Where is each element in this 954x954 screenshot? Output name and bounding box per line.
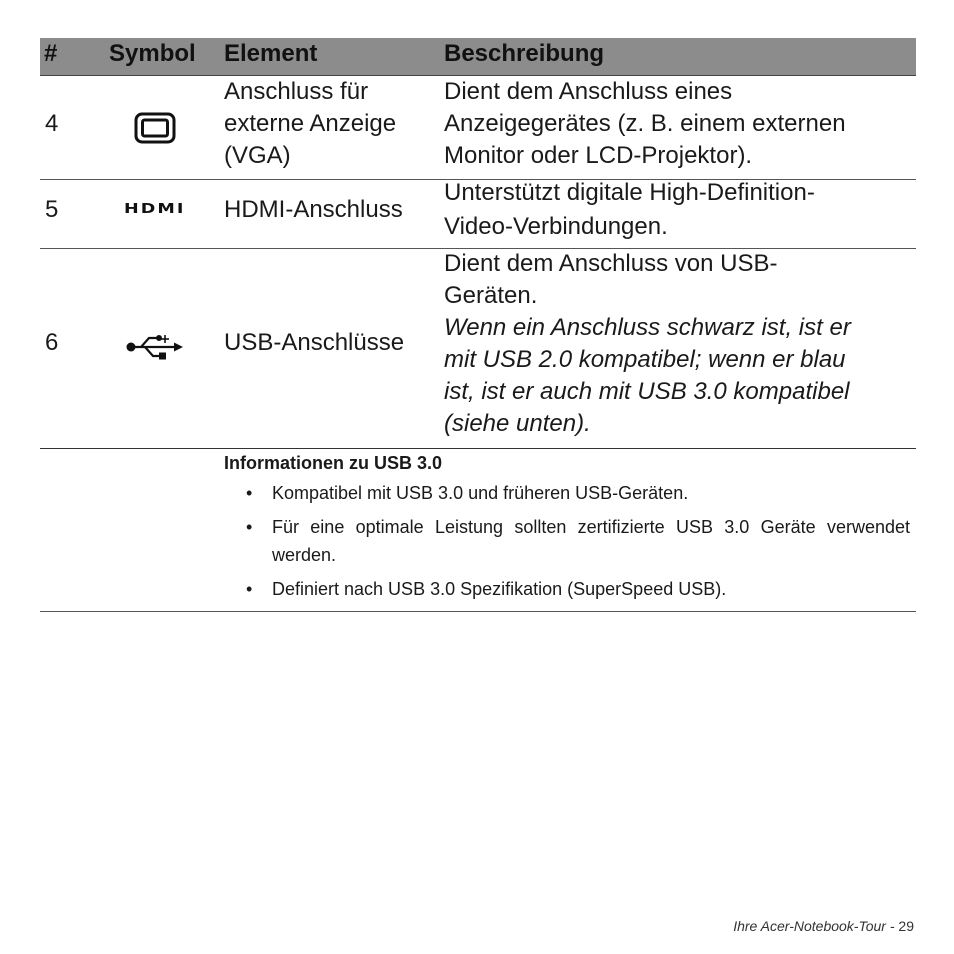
description-line: Geräten. <box>444 282 538 309</box>
description-cell <box>444 248 914 440</box>
description-italic-line: (siehe unten). <box>444 410 591 437</box>
row-num: 6 <box>45 329 59 356</box>
element-line: Anschluss für <box>224 78 369 105</box>
element-cell <box>224 327 429 359</box>
table-row <box>40 249 916 449</box>
list-item <box>244 479 910 507</box>
bullet-marker: • <box>246 483 253 503</box>
element-cell <box>224 76 429 172</box>
header-symbol: Symbol <box>109 40 196 67</box>
page-number: 29 <box>898 918 914 934</box>
description-line: Anzeigegerätes (z. B. einem externen <box>444 110 846 137</box>
description-line: Dient dem Anschluss eines <box>444 78 733 105</box>
vga-port-icon <box>134 112 176 144</box>
description-line: Monitor oder LCD-Projektor). <box>444 142 753 169</box>
list-item-text: Für eine optimale Leistung sollten zertifizierte USB 3.0 Geräte verwendet werden. <box>272 517 910 565</box>
page-footer <box>733 916 914 936</box>
table-header <box>40 38 916 76</box>
description-italic-line: mit USB 2.0 kompatibel; wenn er blau <box>444 346 846 373</box>
description-cell <box>444 76 914 172</box>
list-item <box>244 575 910 603</box>
footer-section-title: Ihre Acer-Notebook-Tour - <box>733 918 895 934</box>
hdmi-icon: HDMI <box>124 202 186 217</box>
symbol-cell <box>100 202 210 218</box>
bullet-marker: • <box>246 517 253 537</box>
element-line: HDMI-Anschluss <box>224 196 403 223</box>
row-num: 5 <box>45 196 59 223</box>
element-cell <box>224 194 429 226</box>
description-line: Dient dem Anschluss von USB- <box>444 250 778 277</box>
usb-info-title: Informationen zu USB 3.0 <box>224 453 443 473</box>
list-item-text: Definiert nach USB 3.0 Spezifikation (SuperSpeed USB). <box>272 579 727 599</box>
list-item <box>244 513 910 569</box>
symbol-cell <box>100 112 210 144</box>
description-italic-line: Wenn ein Anschluss schwarz ist, ist er <box>444 314 851 341</box>
element-line: externe Anzeige <box>224 110 397 137</box>
table-row <box>40 76 916 180</box>
row-num: 4 <box>45 110 59 137</box>
header-description: Beschreibung <box>444 40 605 67</box>
element-line: USB-Anschlüsse <box>224 329 405 356</box>
usb-icon <box>125 333 185 361</box>
port-table <box>40 38 916 612</box>
table-row <box>40 180 916 249</box>
description-line: Video-Verbindungen. <box>444 213 668 240</box>
usb-info-list <box>244 479 910 609</box>
header-num: # <box>44 40 58 67</box>
header-element: Element <box>224 40 318 67</box>
bullet-marker: • <box>246 579 253 599</box>
description-line: Unterstützt digitale High-Definition- <box>444 179 815 206</box>
description-cell <box>444 177 914 243</box>
element-line: (VGA) <box>224 142 291 169</box>
usb-info-section <box>40 449 916 612</box>
list-item-text: Kompatibel mit USB 3.0 und früheren USB-Geräten. <box>272 483 689 503</box>
description-italic-line: ist, ist er auch mit USB 3.0 kompatibel <box>444 378 850 405</box>
symbol-cell <box>100 333 210 361</box>
